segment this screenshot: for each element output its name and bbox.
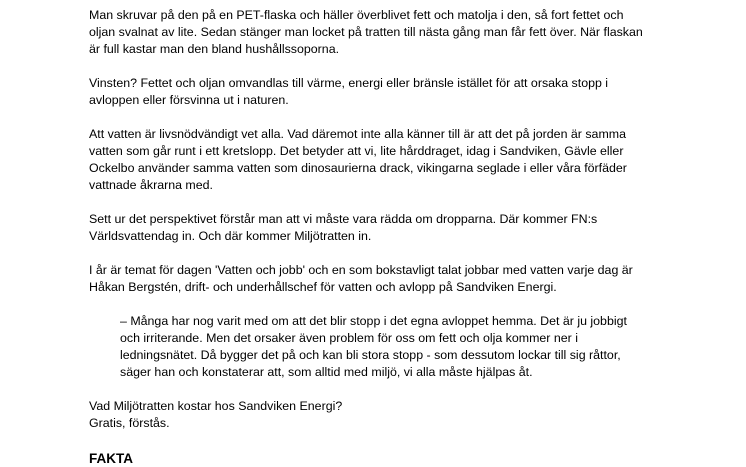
- text-line: ledningsnätet. Då bygger det på och kan bli stora stopp - som dessutom lockar till sig råttor,: [120, 348, 621, 362]
- text-line: avloppen eller försvinna ut i naturen.: [89, 93, 289, 107]
- paragraph-kretslopp: [89, 126, 669, 194]
- text-line: Gratis, förstås.: [89, 416, 170, 430]
- paragraph-varldsvattendag: [89, 211, 669, 245]
- text-line: Vinsten? Fettet och oljan omvandlas till värme, energi eller bränsle istället för att orsaka stopp i: [89, 76, 609, 90]
- text-line: Man skruvar på den på en PET-flaska och häller överblivet fett och matolja i den, så fort fettet och: [89, 8, 624, 22]
- paragraph-tema: [89, 262, 669, 296]
- text-line: är full kastar man den bland hushållssoporna.: [89, 42, 340, 56]
- text-line: Sett ur det perspektivet förstår man att vi måste vara rädda om dropparna. Där kommer FN:s: [89, 212, 598, 226]
- document-body: [89, 7, 669, 467]
- paragraph-petflaska: [89, 7, 669, 58]
- section-heading-fakta: FAKTA: [89, 451, 133, 466]
- text-line: och irriterande. Men det orsaker även problem för oss om fett och olja kommer ner i: [120, 331, 578, 345]
- text-line: vattnade åkrarna med.: [89, 178, 213, 192]
- paragraph-closing: [89, 398, 669, 432]
- text-line: oljan svalnat av lite. Sedan stänger man locket på tratten till nästa gång man får fett över. När flaskan: [89, 25, 643, 39]
- text-line: Håkan Bergstén, drift- och underhållschef för vatten och avlopp på Sandviken Energi.: [89, 280, 557, 294]
- text-line: Ockelbo använder samma vatten som dinosaurierna drack, vikingarna seglade i eller våra förfäder: [89, 161, 627, 175]
- text-line: Världsvattendag in. Och där kommer Miljötratten in.: [89, 229, 372, 243]
- text-line: – Många har nog varit med om att det blir stopp i det egna avloppet hemma. Det är ju jobbigt: [120, 314, 627, 328]
- text-line: I år är temat för dagen 'Vatten och jobb' och en som bokstavligt talat jobbar med vatten varje dag är: [89, 263, 633, 277]
- text-line: säger han och konstaterar att, som alltid med miljö, vi alla måste hjälpas åt.: [120, 365, 533, 379]
- paragraph-vinsten: [89, 75, 669, 109]
- quote-block: [120, 313, 640, 381]
- text-line: Vad Miljötratten kostar hos Sandviken Energi?: [89, 399, 343, 413]
- text-line: Att vatten är livsnödvändigt vet alla. Vad däremot inte alla känner till är att det på jorden är samma: [89, 127, 626, 141]
- text-line: vatten som går runt i ett kretslopp. Det betyder att vi, lite hårddraget, idag i Sandviken, Gävle eller: [89, 144, 624, 158]
